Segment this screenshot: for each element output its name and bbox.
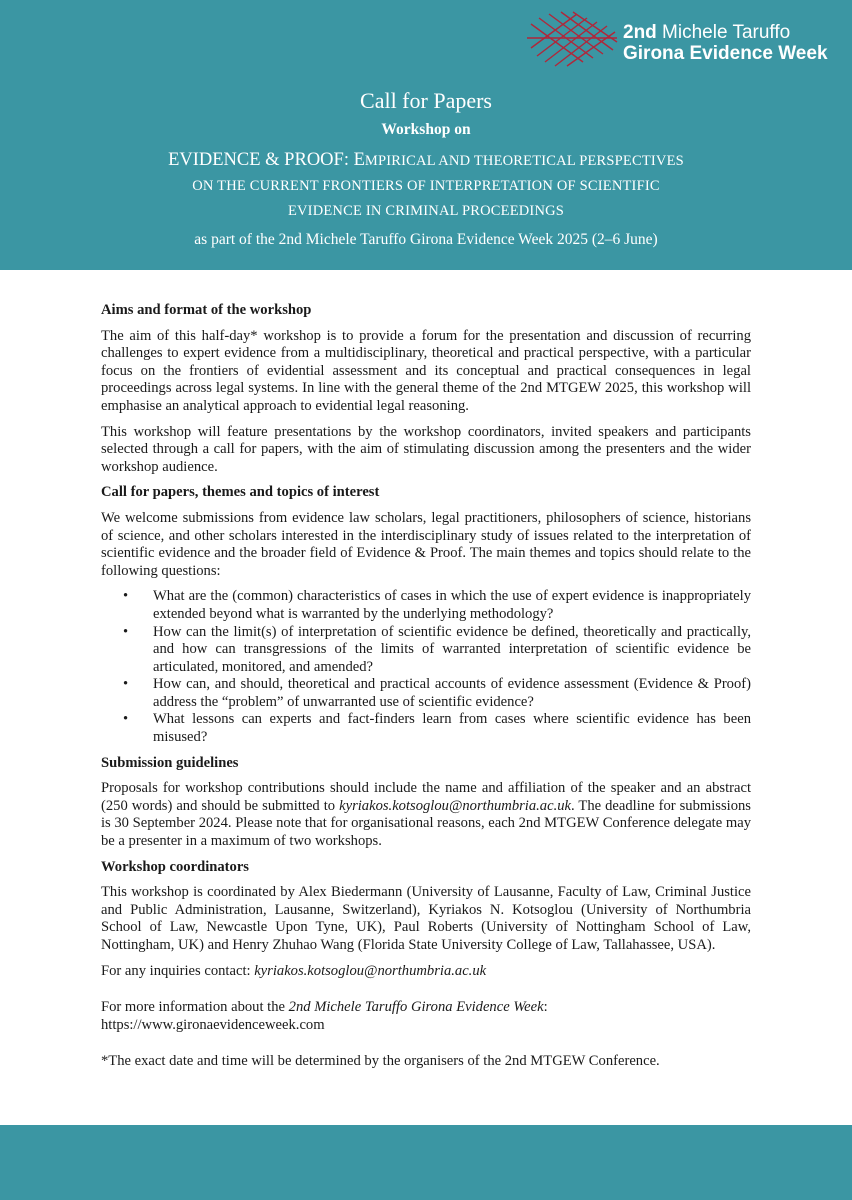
workshop-title-lead: EVIDENCE & PROOF: E	[168, 150, 365, 170]
question-text: What are the (common) characteristics of cases in which the use of expert evidence is inappropriately extended beyond what is warranted by the underlying methodology?	[153, 588, 751, 622]
workshop-title-line-3: EVIDENCE IN CRIMINAL PROCEEDINGS	[287, 203, 565, 219]
logo-line-1	[623, 22, 790, 44]
submission-text: Proposals for workshop contributions should include the name and affiliation of the speaker and an abstract (250 words) and should be submitted to	[101, 780, 751, 814]
coordinators-paragraph: This workshop is coordinated by Alex Biedermann (University of Lausanne, Faculty of Law, Criminal Justice and Public Administration, Lausanne, Switzerland), Kyriakos N. Kotsoglou (University of Northumbria School of Law, Newcastle Upon Tyne, UK), Paul Roberts (University of Nottingham School of Law, Nottingham, UK) and Henry Zhuhao Wang (Florida State University College of Law, Tallahassee, USA).	[101, 884, 751, 953]
inquiries-line	[101, 963, 751, 981]
aims-paragraph-1: The aim of this half-day* workshop is to provide a forum for the presentation and discussion of recurring challenges to expert evidence from a multidisciplinary, theoretical and practical perspective, with a particular focus on the frontiers of evidential assessment and its conceptual and practical consequences in legal proceedings across legal systems. In line with the general theme of the 2nd MTGEW 2025, this workshop will emphasise an analytical approach to evidential legal reasoning.	[101, 327, 751, 414]
page-title: Call for Papers	[360, 88, 492, 113]
website-link[interactable]: https://www.gironaevidenceweek.com	[101, 1016, 325, 1033]
event-subtitle: as part of the 2nd Michele Taruffo Girona Evidence Week 2025 (2–6 June)	[194, 231, 658, 248]
workshop-title-line-1	[0, 148, 852, 174]
list-item	[101, 588, 751, 623]
submission-heading: Submission guidelines	[101, 754, 239, 771]
workshop-label: Workshop on	[381, 121, 471, 138]
crosshatch-net-icon	[527, 8, 619, 68]
header-banner	[0, 0, 852, 270]
questions-list	[101, 588, 751, 746]
main-content	[101, 302, 751, 1079]
question-text: How can the limit(s) of interpretation of scientific evidence be defined, theoretically and practically, and how can transgressions of the limits of warranted interpretation of scientific evidence be articulated, monitored, and amended?	[153, 623, 751, 675]
logo-name: Michele Taruffo	[656, 22, 791, 43]
inquiries-label: For any inquiries contact:	[101, 962, 255, 979]
call-intro: We welcome submissions from evidence law scholars, legal practitioners, philosophers of science, historians of science, and other scholars interested in the interdisciplinary study of issues related to the interpretation of scientific evidence and the broader field of Evidence & Proof. The main themes and topics should relate to the following questions:	[101, 509, 751, 579]
submission-email-link[interactable]: kyriakos.kotsoglou@northumbria.ac.uk	[339, 797, 572, 814]
more-info-colon: :	[543, 999, 548, 1016]
workshop-title	[0, 148, 852, 224]
aims-paragraph-2: This workshop will feature presentations by the workshop coordinators, invited speakers and participants selected through a call for papers, with the aim of stimulating discussion among the presenters and the wider workshop audience.	[101, 423, 751, 475]
inquiries-email-link[interactable]: kyriakos.kotsoglou@northumbria.ac.uk	[254, 962, 487, 979]
list-item	[101, 624, 751, 677]
list-item	[101, 711, 751, 746]
submission-deadline-text: . The deadline for submissions is 30 September 2024. Please note that for organisational reasons, each 2nd MTGEW Conference delegate may be a presenter in a maximum of two workshops.	[101, 797, 751, 850]
logo-ordinal: 2nd	[623, 22, 657, 43]
workshop-title-rest: MPIRICAL AND THEORETICAL PERSPECTIVES	[364, 153, 684, 169]
more-info-label: For more information about the	[101, 999, 289, 1016]
question-text: What lessons can experts and fact-finders learn from cases where scientific evidence has been misused?	[153, 711, 751, 746]
footnote: *The exact date and time will be determined by the organisers of the 2nd MTGEW Conference.	[101, 1053, 660, 1070]
bullet-icon: •	[123, 623, 129, 640]
more-info	[101, 999, 751, 1034]
aims-heading: Aims and format of the workshop	[101, 302, 312, 318]
workshop-title-line-2: ON THE CURRENT FRONTIERS OF INTERPRETATION OF SCIENTIFIC	[192, 178, 660, 194]
logo-line-2: Girona Evidence Week	[623, 43, 828, 64]
bullet-icon: •	[123, 676, 129, 693]
submission-paragraph	[101, 780, 751, 850]
call-heading: Call for papers, themes and topics of interest	[101, 484, 380, 501]
bullet-icon: •	[123, 588, 129, 605]
question-text: How can, and should, theoretical and practical accounts of evidence assessment (Evidence & Proof) address the “problem” of unwarranted use of scientific evidence?	[153, 676, 751, 710]
footer-band	[0, 1125, 852, 1200]
event-logo	[527, 8, 837, 68]
coordinators-heading: Workshop coordinators	[101, 858, 249, 875]
list-item	[101, 676, 751, 711]
more-info-event: 2nd Michele Taruffo Girona Evidence Week	[288, 999, 544, 1016]
bullet-icon: •	[123, 711, 129, 728]
